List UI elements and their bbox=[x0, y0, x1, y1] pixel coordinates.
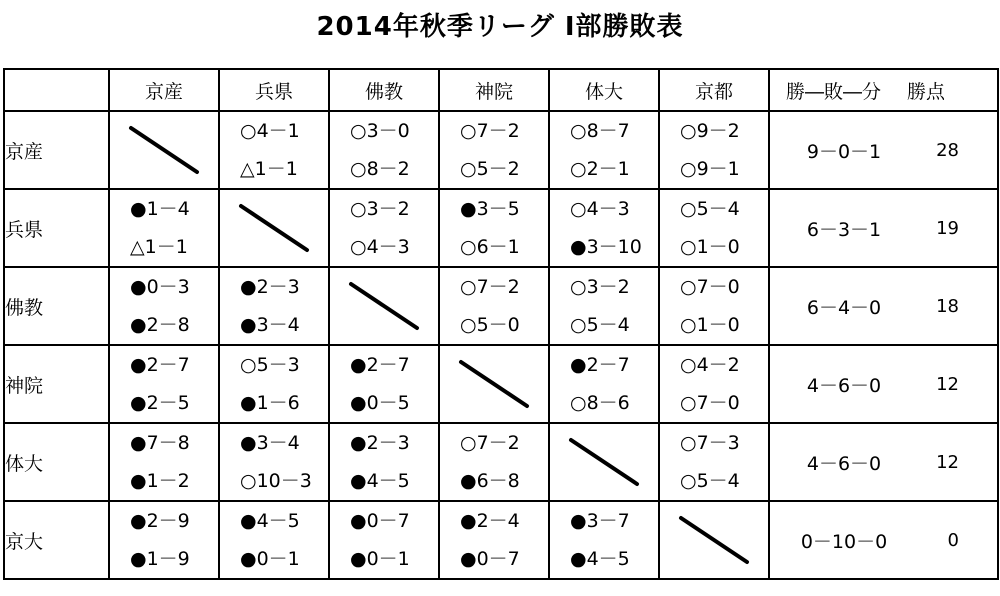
points-label: 勝点 bbox=[907, 80, 946, 103]
game-result: ●0－1 bbox=[240, 548, 300, 570]
diagonal-slash bbox=[565, 434, 643, 490]
points-value: 19 bbox=[936, 217, 959, 239]
game-result: ○7－0 bbox=[680, 276, 740, 298]
record-cell bbox=[769, 423, 998, 501]
game-result: ●2－9 bbox=[130, 510, 190, 532]
game-result: ○5－4 bbox=[680, 198, 740, 220]
game-result: ○4－3 bbox=[570, 198, 630, 220]
points-value: 12 bbox=[936, 373, 959, 395]
game-result: ○7－3 bbox=[680, 432, 740, 454]
match-result-cell bbox=[659, 189, 769, 267]
game-result: ○4－2 bbox=[680, 354, 740, 376]
game-result: ○7－0 bbox=[680, 392, 740, 414]
match-result-cell bbox=[659, 111, 769, 189]
game-result: ●0－7 bbox=[460, 548, 520, 570]
record-cell bbox=[769, 345, 998, 423]
match-result-cell bbox=[659, 345, 769, 423]
column-header: 京産 bbox=[109, 69, 219, 111]
diagonal-slash bbox=[675, 512, 753, 568]
game-result: ○1－0 bbox=[680, 236, 740, 258]
points-value: 28 bbox=[936, 139, 959, 161]
column-header: 京都 bbox=[659, 69, 769, 111]
record-cell bbox=[769, 267, 998, 345]
game-result: ●2－5 bbox=[130, 392, 190, 414]
game-result: ○4－1 bbox=[240, 120, 300, 142]
game-result: ○7－2 bbox=[460, 432, 520, 454]
match-result-cell bbox=[219, 267, 329, 345]
match-result-cell bbox=[549, 345, 659, 423]
game-result: ●4－5 bbox=[350, 470, 410, 492]
column-header: 神院 bbox=[439, 69, 549, 111]
game-result: ●2－7 bbox=[350, 354, 410, 376]
game-result: ○3－2 bbox=[350, 198, 410, 220]
game-result: ○7－2 bbox=[460, 120, 520, 142]
points-value: 0 bbox=[947, 529, 959, 551]
game-result: ○5－0 bbox=[460, 314, 520, 336]
game-result: ●0－3 bbox=[130, 276, 190, 298]
game-result: ●1－2 bbox=[130, 470, 190, 492]
match-result-cell bbox=[439, 423, 549, 501]
diagonal-line bbox=[131, 128, 197, 172]
diagonal-slash bbox=[345, 278, 423, 334]
diagonal-slash bbox=[455, 356, 533, 412]
game-result: ○8－2 bbox=[350, 158, 410, 180]
match-result-cell bbox=[439, 111, 549, 189]
record-header bbox=[769, 69, 998, 111]
points-value: 18 bbox=[936, 295, 959, 317]
game-result: ●1－6 bbox=[240, 392, 300, 414]
game-result: ●3－5 bbox=[460, 198, 520, 220]
game-result: ●1－4 bbox=[130, 198, 190, 220]
table-row bbox=[4, 501, 998, 579]
table-row bbox=[4, 111, 998, 189]
match-result-cell bbox=[439, 189, 549, 267]
match-result-cell bbox=[329, 189, 439, 267]
diagonal-line bbox=[571, 440, 637, 484]
record-cell bbox=[769, 501, 998, 579]
row-team-name: 京産 bbox=[4, 111, 109, 189]
match-result-cell bbox=[109, 189, 219, 267]
record-label: 勝―敗―分 bbox=[786, 80, 882, 103]
game-result: ●4－5 bbox=[570, 548, 630, 570]
game-result: ●3－4 bbox=[240, 432, 300, 454]
game-result: ○2－1 bbox=[570, 158, 630, 180]
match-result-cell bbox=[329, 501, 439, 579]
game-result: ○3－0 bbox=[350, 120, 410, 142]
game-result: ○8－6 bbox=[570, 392, 630, 414]
match-result-cell bbox=[219, 345, 329, 423]
record-cell bbox=[769, 111, 998, 189]
win-loss-draw: 6－4－0 bbox=[806, 296, 882, 319]
match-result-cell bbox=[219, 501, 329, 579]
game-result: ●0－1 bbox=[350, 548, 410, 570]
match-result-cell bbox=[329, 423, 439, 501]
game-result: ○9－1 bbox=[680, 158, 740, 180]
win-loss-draw: 0－10－0 bbox=[800, 530, 888, 553]
game-result: ●6－8 bbox=[460, 470, 520, 492]
game-result: △1－1 bbox=[130, 236, 188, 258]
table-row bbox=[4, 423, 998, 501]
row-team-name: 体大 bbox=[4, 423, 109, 501]
game-result: ○8－7 bbox=[570, 120, 630, 142]
match-result-cell bbox=[109, 345, 219, 423]
self-match-diagonal bbox=[329, 267, 439, 345]
game-result: ●2－8 bbox=[130, 314, 190, 336]
diagonal-line bbox=[461, 362, 527, 406]
game-result: △1－1 bbox=[240, 158, 298, 180]
game-result: ●1－9 bbox=[130, 548, 190, 570]
game-result: ○6－1 bbox=[460, 236, 520, 258]
match-result-cell bbox=[109, 501, 219, 579]
row-team-name: 神院 bbox=[4, 345, 109, 423]
win-loss-draw: 6－3－1 bbox=[806, 218, 882, 241]
self-match-diagonal bbox=[549, 423, 659, 501]
game-result: ○9－2 bbox=[680, 120, 740, 142]
corner-cell bbox=[4, 69, 109, 111]
game-result: ●3－4 bbox=[240, 314, 300, 336]
game-result: ○10－3 bbox=[240, 470, 312, 492]
game-result: ●7－8 bbox=[130, 432, 190, 454]
game-result: ●0－7 bbox=[350, 510, 410, 532]
points-value: 12 bbox=[936, 451, 959, 473]
row-team-name: 京大 bbox=[4, 501, 109, 579]
game-result: ●2－7 bbox=[130, 354, 190, 376]
table-row bbox=[4, 345, 998, 423]
self-match-diagonal bbox=[439, 345, 549, 423]
diagonal-line bbox=[241, 206, 307, 250]
match-result-cell bbox=[659, 423, 769, 501]
game-result: ○5－4 bbox=[570, 314, 630, 336]
page-title: 2014年秋季リーグ Ⅰ部勝敗表 bbox=[316, 12, 684, 42]
game-result: ○5－4 bbox=[680, 470, 740, 492]
game-result: ●2－3 bbox=[240, 276, 300, 298]
match-result-cell bbox=[219, 423, 329, 501]
row-team-name: 兵県 bbox=[4, 189, 109, 267]
table-row bbox=[4, 189, 998, 267]
match-result-cell bbox=[549, 189, 659, 267]
game-result: ●3－10 bbox=[570, 236, 642, 258]
game-result: ○3－2 bbox=[570, 276, 630, 298]
match-result-cell bbox=[329, 111, 439, 189]
game-result: ●0－5 bbox=[350, 392, 410, 414]
diagonal-slash bbox=[235, 200, 313, 256]
match-result-cell bbox=[439, 267, 549, 345]
header-row bbox=[4, 69, 998, 111]
match-result-cell bbox=[549, 267, 659, 345]
diagonal-line bbox=[351, 284, 417, 328]
game-result: ○1－0 bbox=[680, 314, 740, 336]
win-loss-draw: 9－0－1 bbox=[806, 140, 882, 163]
game-result: ○7－2 bbox=[460, 276, 520, 298]
match-result-cell bbox=[109, 267, 219, 345]
game-result: ●2－3 bbox=[350, 432, 410, 454]
diagonal-slash bbox=[125, 122, 203, 178]
match-result-cell bbox=[549, 111, 659, 189]
win-loss-draw: 4－6－0 bbox=[806, 374, 882, 397]
match-result-cell bbox=[329, 345, 439, 423]
game-result: ○4－3 bbox=[350, 236, 410, 258]
game-result: ○5－2 bbox=[460, 158, 520, 180]
self-match-diagonal bbox=[659, 501, 769, 579]
self-match-diagonal bbox=[109, 111, 219, 189]
row-team-name: 佛教 bbox=[4, 267, 109, 345]
game-result: ●3－7 bbox=[570, 510, 630, 532]
table-row bbox=[4, 267, 998, 345]
game-result: ●2－4 bbox=[460, 510, 520, 532]
game-result: ○5－3 bbox=[240, 354, 300, 376]
match-result-cell bbox=[219, 111, 329, 189]
win-loss-draw: 4－6－0 bbox=[806, 452, 882, 475]
column-header: 佛教 bbox=[329, 69, 439, 111]
self-match-diagonal bbox=[219, 189, 329, 267]
standings-table bbox=[3, 68, 999, 580]
match-result-cell bbox=[439, 501, 549, 579]
game-result: ●4－5 bbox=[240, 510, 300, 532]
record-cell bbox=[769, 189, 998, 267]
match-result-cell bbox=[549, 501, 659, 579]
match-result-cell bbox=[109, 423, 219, 501]
match-result-cell bbox=[659, 267, 769, 345]
game-result: ●2－7 bbox=[570, 354, 630, 376]
diagonal-line bbox=[681, 518, 747, 562]
column-header: 兵県 bbox=[219, 69, 329, 111]
column-header: 体大 bbox=[549, 69, 659, 111]
